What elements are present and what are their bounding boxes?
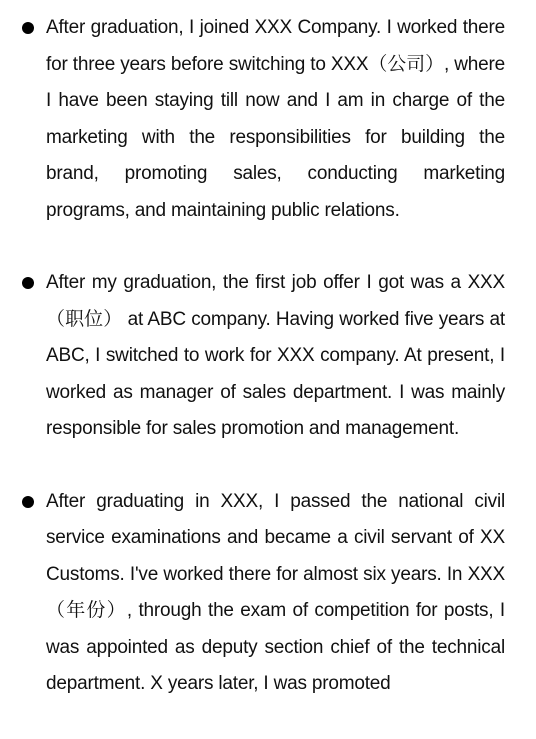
paragraph-text: After graduating in XXX, I passed the national civil service examinations and became a civil servant of XX Customs. I've worked there for almost six years. In XXX（年份）, through the exam of competition for posts, I was appointed as deputy section chief of the technical department. X years later, I was promoted: [46, 490, 505, 694]
bullet-dot-icon: [22, 496, 34, 508]
bullet-item: [0, 265, 505, 448]
paragraph-text: After graduation, I joined XXX Company. I worked there for three years before switching to XXX（公司）, where I have been staying till now and I am in charge of the marketing with the responsibilities for building the brand, promoting sales, conducting marketing programs, and maintaining public relations.: [46, 17, 505, 221]
bullet-item: [0, 10, 505, 229]
bullet-item: [0, 484, 505, 703]
bullet-dot-icon: [22, 277, 34, 289]
bullet-dot-icon: [22, 22, 34, 34]
paragraph-text: After my graduation, the first job offer I got was a XXX（职位） at ABC company. Having worked five years at ABC, I switched to work for XXX company. At present, I worked as manager of sales department. I was mainly responsible for sales promotion and management.: [46, 272, 505, 439]
